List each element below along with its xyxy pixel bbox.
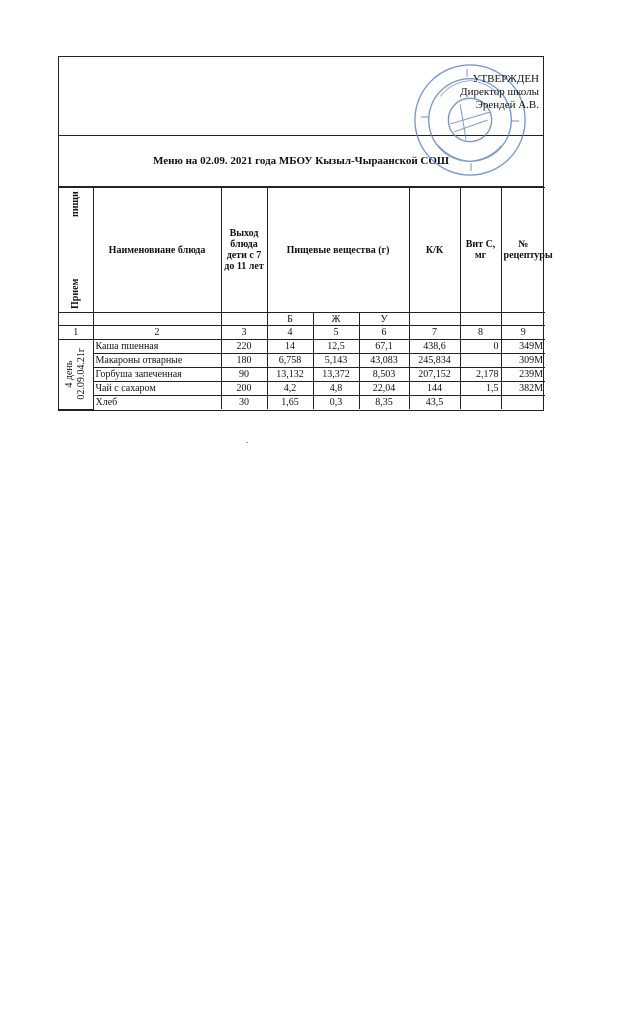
col-number: 3 — [221, 326, 267, 340]
dish-fat: 13,372 — [313, 368, 359, 382]
dish-recipe: 309М — [501, 354, 545, 368]
subheader-u: У — [359, 313, 409, 326]
subheader-row — [59, 313, 545, 326]
table-row — [59, 368, 545, 382]
header-meal-part2: пищи — [70, 191, 82, 217]
dish-name: Горбуша запеченная — [93, 368, 221, 382]
dish-recipe — [501, 396, 545, 410]
menu-table — [59, 187, 553, 410]
header-dish: Наименовиане блюда — [93, 188, 221, 313]
dish-protein: 1,65 — [267, 396, 313, 410]
dish-carbs: 67,1 — [359, 340, 409, 354]
dish-output: 30 — [221, 396, 267, 410]
dish-output: 180 — [221, 354, 267, 368]
subheader-zh: Ж — [313, 313, 359, 326]
approval-line-approved: УТВЕРЖДЕН — [472, 73, 539, 85]
dish-kcal: 144 — [409, 382, 460, 396]
dish-kcal: 43,5 — [409, 396, 460, 410]
scan-speck — [246, 442, 248, 443]
approval-line-position: Директор школы — [460, 86, 539, 98]
approval-line-name: Эрендей А.В. — [475, 99, 539, 111]
dish-name: Чай с сахаром — [93, 382, 221, 396]
dish-recipe: 349М — [501, 340, 545, 354]
dish-vitc: 0 — [460, 340, 501, 354]
dish-recipe: 239М — [501, 368, 545, 382]
day-cell — [59, 340, 93, 410]
dish-fat: 12,5 — [313, 340, 359, 354]
col-number: 4 — [267, 326, 313, 340]
dish-vitc — [460, 396, 501, 410]
header-meal — [59, 188, 93, 313]
dish-vitc — [460, 354, 501, 368]
dish-fat: 5,143 — [313, 354, 359, 368]
dish-output: 220 — [221, 340, 267, 354]
dish-name: Макароны отварные — [93, 354, 221, 368]
table-row — [59, 354, 545, 368]
table-row — [59, 340, 545, 354]
day-label: 4 день — [63, 360, 75, 388]
table-row — [59, 396, 545, 410]
dish-kcal: 438,6 — [409, 340, 460, 354]
dish-carbs: 43,083 — [359, 354, 409, 368]
dish-name: Хлеб — [93, 396, 221, 410]
dish-protein: 14 — [267, 340, 313, 354]
col-number: 1 — [59, 326, 93, 340]
dish-vitc: 2,178 — [460, 368, 501, 382]
dish-carbs: 22,04 — [359, 382, 409, 396]
dish-output: 90 — [221, 368, 267, 382]
col-number: 7 — [409, 326, 460, 340]
col-number: 5 — [313, 326, 359, 340]
dish-name: Каша пшенная — [93, 340, 221, 354]
day-date: 02.09.04.21г — [75, 348, 87, 401]
header-nutrients: Пищевые вещества (г) — [267, 188, 409, 313]
col-number: 6 — [359, 326, 409, 340]
dish-vitc: 1,5 — [460, 382, 501, 396]
dish-fat: 0,3 — [313, 396, 359, 410]
table-row — [59, 382, 545, 396]
dish-protein: 13,132 — [267, 368, 313, 382]
col-number: 8 — [460, 326, 501, 340]
dish-carbs: 8,503 — [359, 368, 409, 382]
col-number: 2 — [93, 326, 221, 340]
menu-sheet — [58, 56, 553, 411]
dish-protein: 4,2 — [267, 382, 313, 396]
header-output: Выход блюда дети с 7 до 11 лет — [221, 188, 267, 313]
dish-output: 200 — [221, 382, 267, 396]
menu-title: Меню на 02.09. 2021 года МБОУ Кызыл-Чыраанской СОШ — [59, 136, 543, 187]
dish-fat: 4,8 — [313, 382, 359, 396]
dish-carbs: 8,35 — [359, 396, 409, 410]
col-number: 9 — [501, 326, 545, 340]
approval-block — [59, 57, 543, 136]
subheader-b: Б — [267, 313, 313, 326]
dish-recipe: 382М — [501, 382, 545, 396]
header-recipe: № рецептуры — [501, 188, 545, 313]
dish-kcal: 207,152 — [409, 368, 460, 382]
header-kk: К/К — [409, 188, 460, 313]
dish-kcal: 245,834 — [409, 354, 460, 368]
header-meal-part1: Прием — [70, 278, 82, 309]
dish-protein: 6,758 — [267, 354, 313, 368]
column-number-row — [59, 326, 545, 340]
header-vit: Вит С, мг — [460, 188, 501, 313]
